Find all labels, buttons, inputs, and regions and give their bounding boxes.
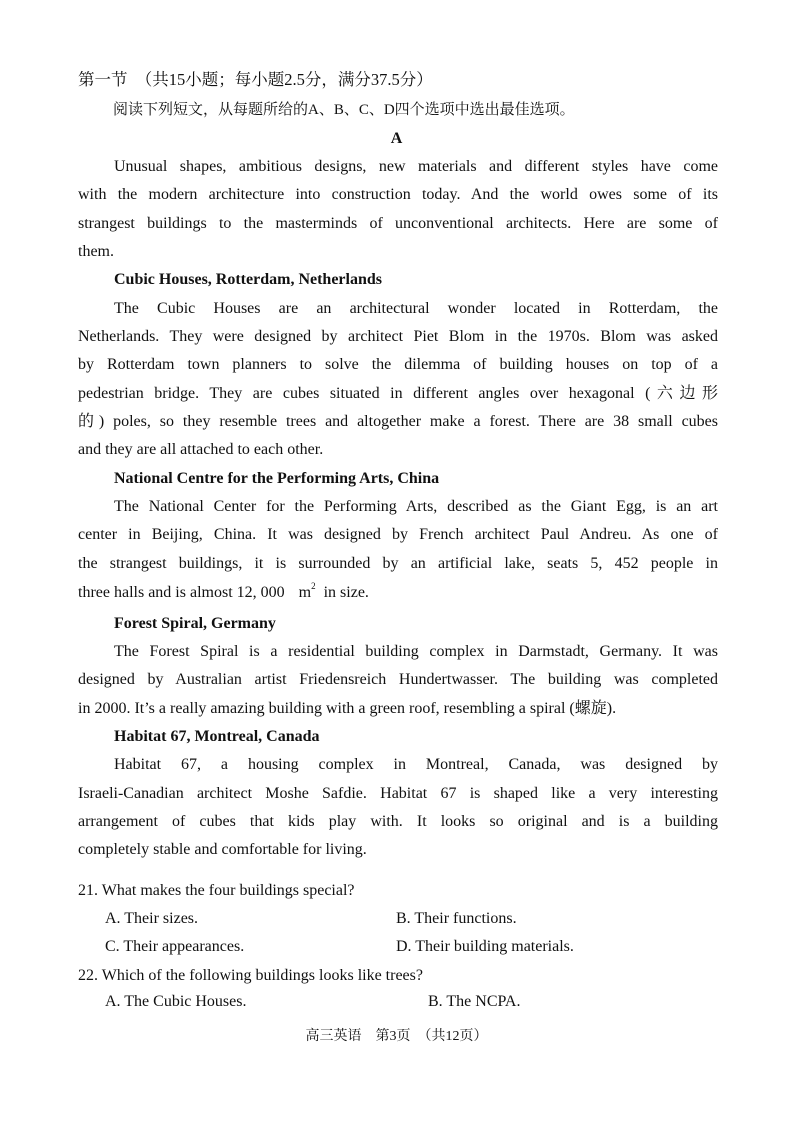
intro-line: with the modern architecture into construction today. And the world owes some of its xyxy=(78,186,718,203)
ncpa-line xyxy=(78,580,718,603)
habitat-line: arrangement of cubes that kids play with. It looks so original and is a building xyxy=(78,813,718,830)
intro-line: Unusual shapes, ambitious designs, new materials and different styles have come xyxy=(114,158,718,175)
cubic-line: pedestrian bridge. They are cubes situated in different angles over hexagonal (六边形 xyxy=(78,385,718,402)
page-footer: 高三英语 第3页 （共12页） xyxy=(305,1029,488,1044)
area-unit-exponent: 2 xyxy=(311,580,316,591)
heading-ncpa: National Centre for the Performing Arts, China xyxy=(114,470,440,487)
section-header: 第一节 （共15小题；每小题2.5分，满分37.5分） xyxy=(78,70,433,89)
question-21-option-c: C. Their appearances. xyxy=(105,938,245,955)
forest-line: in 2000. It’s a really amazing building with a green roof, resembling a spiral (螺旋). xyxy=(78,700,617,717)
heading-cubic-houses: Cubic Houses, Rotterdam, Netherlands xyxy=(114,271,382,288)
ncpa-line: the strangest buildings, it is surrounded by an artificial lake, seats 5, 452 people in xyxy=(78,555,718,572)
cubic-line: 的) poles, so they resemble trees and altogether make a forest. There are 38 small cubes xyxy=(78,413,718,430)
question-21-option-b: B. Their functions. xyxy=(396,910,517,927)
heading-forest-spiral: Forest Spiral, Germany xyxy=(114,615,276,632)
section-instruction: 阅读下列短文，从每题所给的A、B、C、D四个选项中选出最佳选项。 xyxy=(113,102,575,118)
question-21-stem: 21. What makes the four buildings special? xyxy=(78,882,355,899)
question-21-option-d: D. Their building materials. xyxy=(396,938,574,955)
ncpa-line: center in Beijing, China. It was designed by French architect Paul Andreu. As one of xyxy=(78,526,718,543)
forest-line: The Forest Spiral is a residential building complex in Darmstadt, Germany. It was xyxy=(114,643,718,660)
question-22-stem: 22. Which of the following buildings looks like trees? xyxy=(78,967,423,984)
habitat-line: completely stable and comfortable for living. xyxy=(78,841,367,858)
habitat-line: Israeli-Canadian architect Moshe Safdie. Habitat 67 is shaped like a very interesting xyxy=(78,785,718,802)
intro-line: strangest buildings to the masterminds of unconventional architects. Here are some of xyxy=(78,215,718,232)
intro-line: them. xyxy=(78,243,114,260)
cubic-line: The Cubic Houses are an architectural wonder located in Rotterdam, the xyxy=(114,300,718,317)
habitat-line: Habitat 67, a housing complex in Montreal, Canada, was designed by xyxy=(114,756,718,773)
question-22-option-a: A. The Cubic Houses. xyxy=(105,993,247,1010)
ncpa-line-prefix: three halls and is almost 12, 000 xyxy=(78,584,289,601)
ncpa-line: The National Center for the Performing Arts, described as the Giant Egg, is an art xyxy=(114,498,718,515)
question-22-option-b: B. The NCPA. xyxy=(428,993,521,1010)
forest-line: designed by Australian artist Friedensreich Hundertwasser. The building was completed xyxy=(78,671,718,688)
area-unit: m xyxy=(298,584,312,601)
cubic-line: and they are all attached to each other. xyxy=(78,441,324,458)
heading-habitat-67: Habitat 67, Montreal, Canada xyxy=(114,728,320,745)
question-21-option-a: A. Their sizes. xyxy=(105,910,199,927)
ncpa-line-suffix: in size. xyxy=(319,584,369,601)
passage-label: A xyxy=(390,130,403,147)
cubic-line: by Rotterdam town planners to solve the dilemma of building houses on top of a xyxy=(78,356,718,373)
cubic-line: Netherlands. They were designed by architect Piet Blom in the 1970s. Blom was asked xyxy=(78,328,718,345)
